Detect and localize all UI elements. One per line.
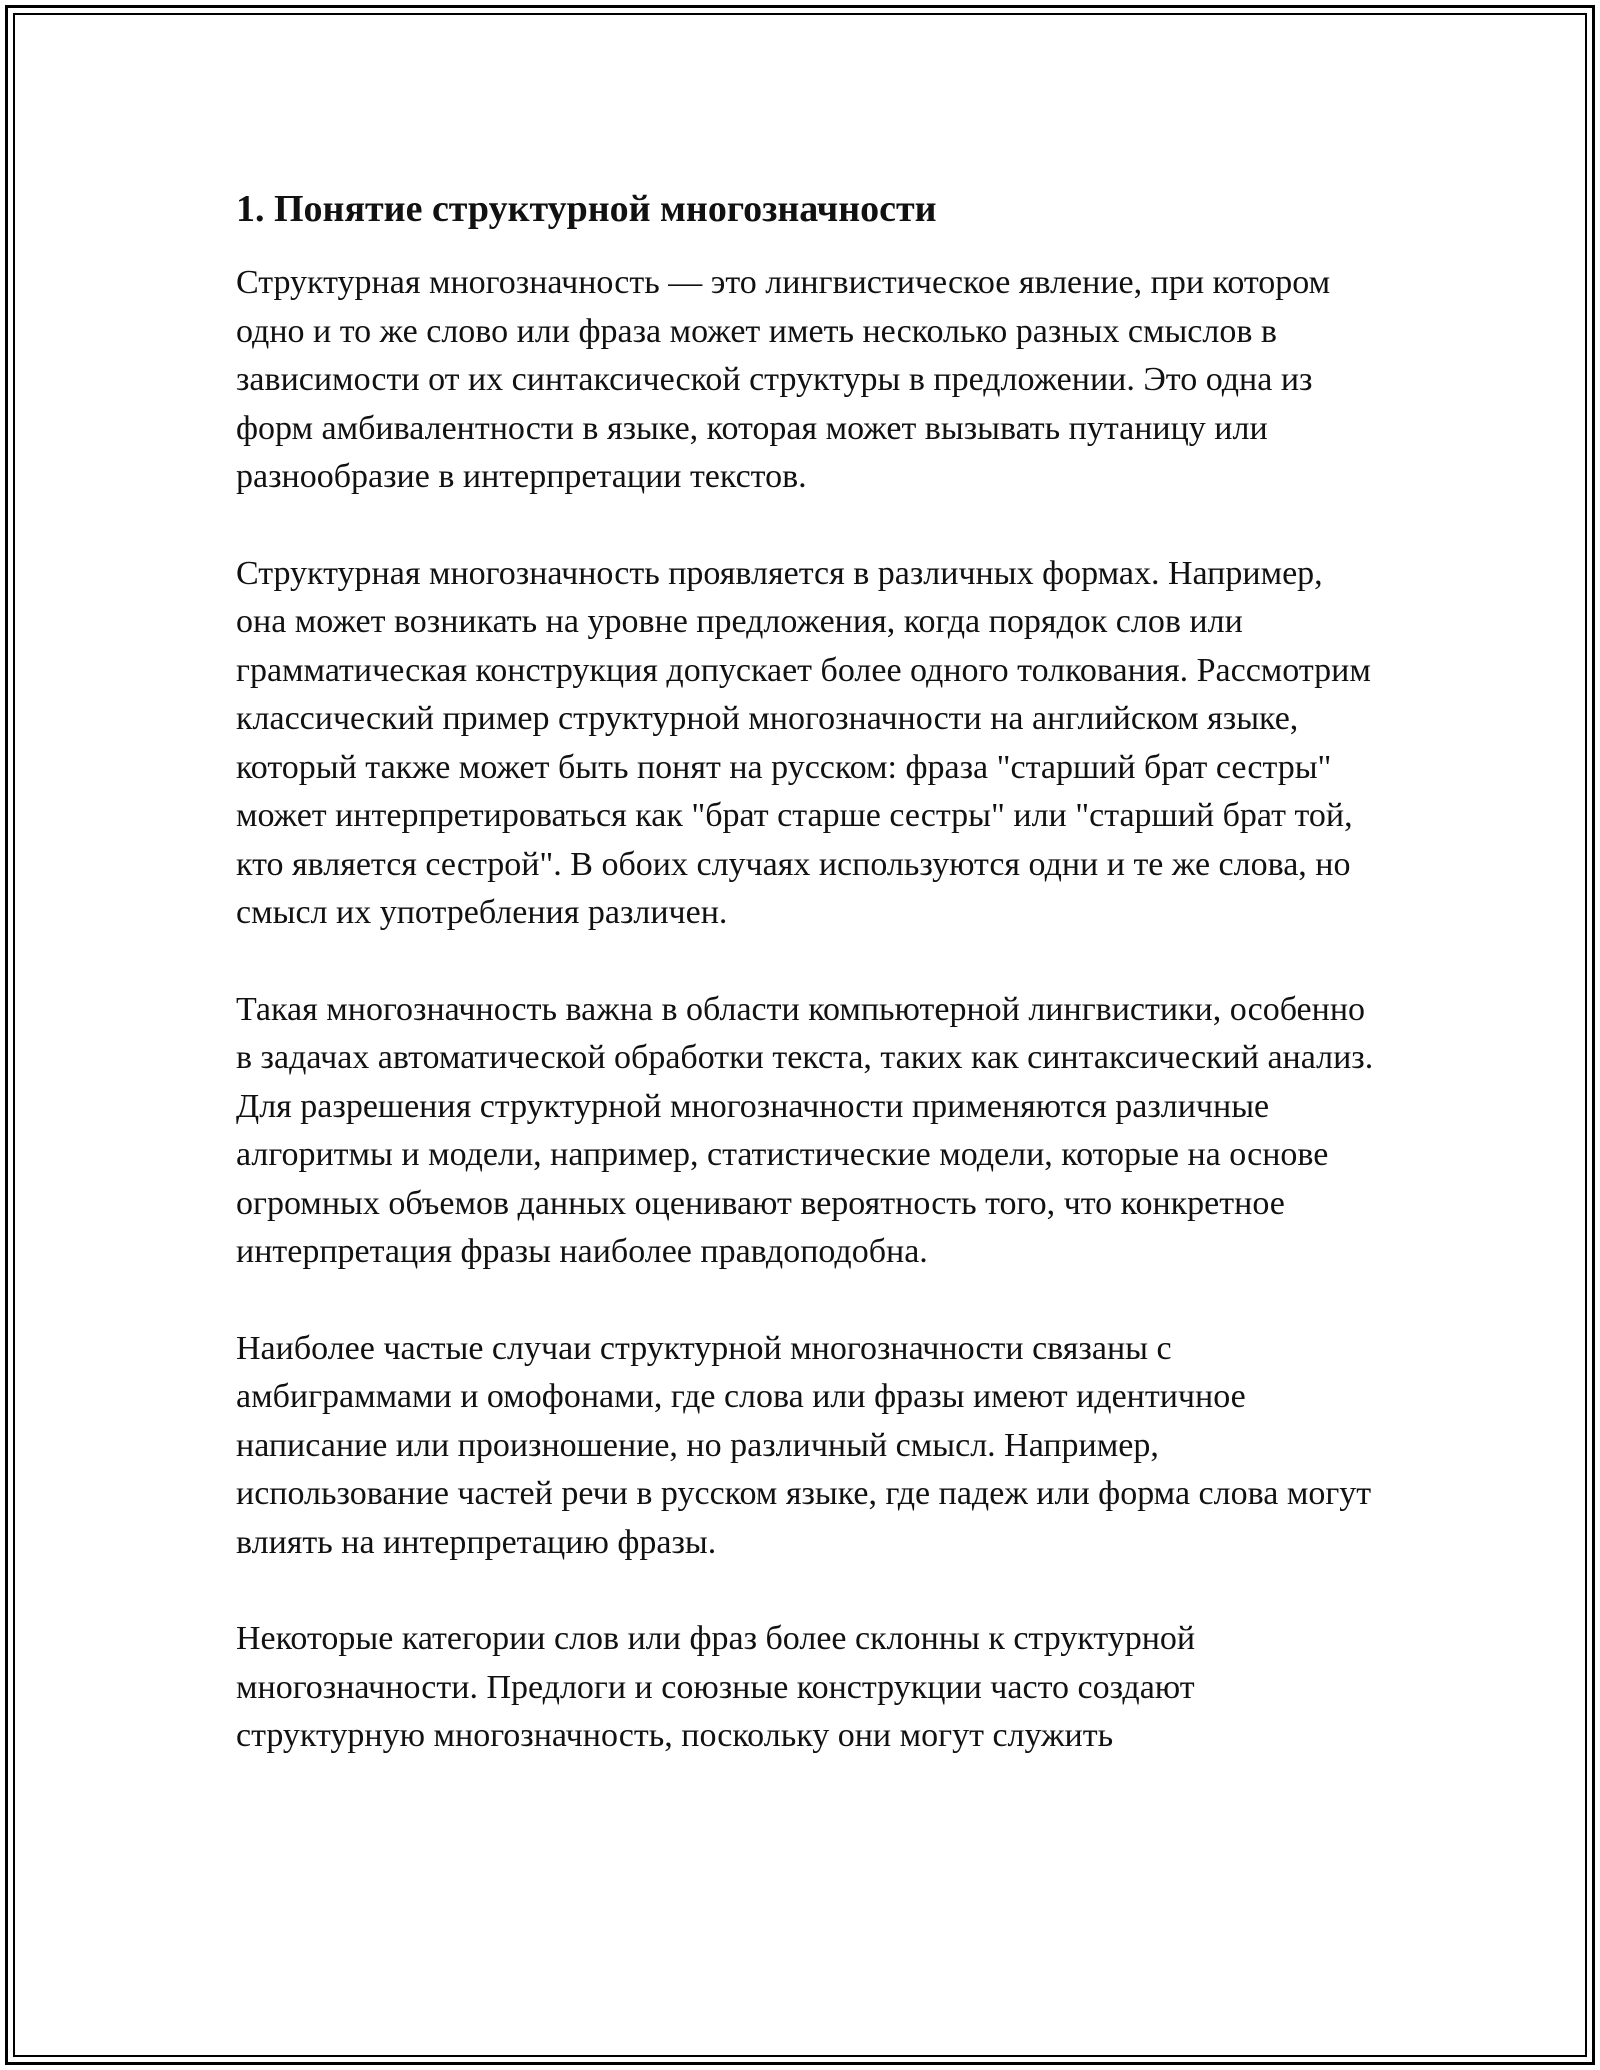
section-heading: 1. Понятие структурной многозначности [236,188,937,230]
paragraph-1: Структурная многозначность — это лингвистическое явление, при котором одно и то же слово или фраза может иметь несколько разных смыслов в зависимости от их синтаксической структуры в предложении. Это одна из форм амбивалентности в языке, которая может вызывать путаницу или разнообразие в интерпретации текстов. [236,264,1331,495]
paragraph-5: Некоторые категории слов или фраз более склонны к структурной многозначности. Предлоги и союзные конструкции часто создают структурную многозначность, поскольку они могут служить [236,1620,1196,1754]
paragraph-2: Структурная многозначность проявляется в различных формах. Например, она может возникать на уровне предложения, когда порядок слов или грамматическая конструкция допускает более одного толкования. Рассмотрим классический пример структурной многозначности на английском языке, который также может быть понят на русском: фраза "старший брат сестры" может интерпретироваться как "брат старше сестры" или "старший брат той, кто является сестрой". В обоих случаях используются одни и те же слова, но смысл их употребления различен. [236,554,1371,931]
paragraph-4: Наиболее частые случаи структурной многозначности связаны с амбиграммами и омофонами, где слова или фразы имеют идентичное написание или произношение, но различный смысл. Например, использование частей речи в русском языке, где падеж или форма слова могут влиять на интерпретацию фразы. [236,1329,1372,1561]
document-body [236,185,1376,1761]
paragraph-3: Такая многозначность важна в области компьютерной лингвистики, особенно в задачах автоматической обработки текста, таких как синтаксический анализ. Для разрешения структурной многозначности применяются различные алгоритмы и модели, например, статистические модели, которые на основе огромных объемов данных оценивают вероятность того, что конкретное интерпретация фразы наиболее правдоподобна. [236,990,1374,1270]
